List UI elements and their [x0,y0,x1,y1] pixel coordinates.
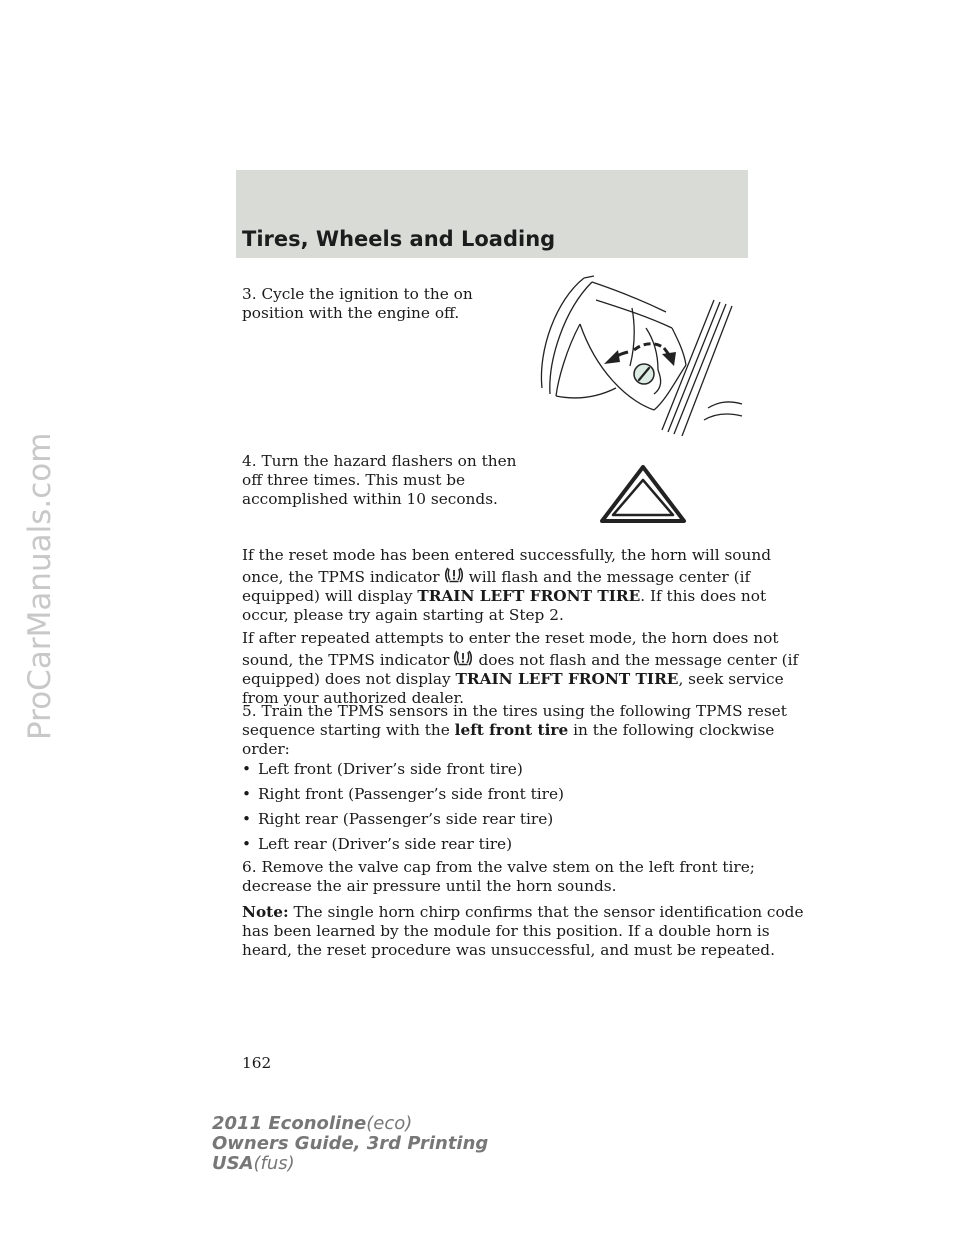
para-text: The single horn chirp confirms that the sensor identification code [288,903,804,921]
list-item-text: Right front (Passenger’s side front tire) [258,785,565,803]
tire-order-list [242,760,564,854]
para-text: sound, the TPMS indicator [242,651,450,669]
note-line: has been learned by the module for this position. If a double horn is [242,922,770,940]
list-item [242,835,564,854]
watermark-text: ProCarManuals.com [22,432,58,740]
list-item [242,810,564,829]
step-6-line: decrease the air pressure until the horn sounds. [242,877,617,895]
note-line [242,903,804,922]
step-4-line: 4. Turn the hazard flashers on then [242,452,517,470]
para-line: If after repeated attempts to enter the reset mode, the horn does not [242,629,779,647]
para-text: . If this does not [640,587,767,605]
para-line: occur, please try again starting at Step 2. [242,606,564,624]
step-5-line [242,721,787,740]
bullet-icon: • [242,760,252,778]
para-text: , seek service [678,670,784,688]
footer-line: Owners Guide, 3rd Printing [212,1133,489,1154]
step-3-line: position with the engine off. [242,304,460,322]
para-line [242,670,798,689]
list-item [242,785,564,804]
footer-line [212,1114,488,1134]
display-message: TRAIN LEFT FRONT TIRE [455,670,679,688]
para-line: If the reset mode has been entered successfully, the horn will sound [242,546,772,564]
list-item-text: Left front (Driver’s side front tire) [258,760,523,778]
footer-code: (fus) [253,1153,295,1174]
para-text: in the following clockwise [568,721,775,739]
para-text: once, the TPMS indicator [242,568,440,586]
para-text: equipped) will display [242,587,418,605]
watermark [8,330,68,750]
step-6-text [242,858,755,896]
footer-line [212,1154,488,1174]
note-line: heard, the reset procedure was unsuccessful, and must be repeated. [242,941,775,959]
footer [212,1114,488,1174]
para-line: from your authorized dealer. [242,689,464,707]
step-3-text [242,285,473,323]
step-5-line: 5. Train the TPMS sensors in the tires using the following TPMS reset [242,702,787,720]
step-3-line: 3. Cycle the ignition to the on [242,285,473,303]
note-label: Note: [242,903,289,921]
step-4-line: off three times. This must be [242,471,466,489]
list-item-text: Right rear (Passenger’s side rear tire) [258,810,554,828]
tpms-indicator-icon [453,648,473,668]
tpms-indicator-icon [444,565,464,585]
footer-code: (eco) [366,1113,413,1134]
para-text: will flash and the message center (if [468,568,751,586]
step-6-line: 6. Remove the valve cap from the valve stem on the left front tire; [242,858,755,876]
para-line [242,587,771,606]
hazard-triangle-icon [599,464,687,524]
bullet-icon: • [242,785,252,803]
reset-success-paragraph [242,546,771,625]
bullet-icon: • [242,835,252,853]
para-text: sequence starting with the [242,721,455,739]
footer-model: 2011 Econoline [212,1113,367,1134]
footer-region: USA [212,1153,254,1174]
para-text: equipped) does not display [242,670,456,688]
step-4-line: accomplished within 10 seconds. [242,490,498,508]
page-number: 162 [242,1054,272,1072]
list-item [242,760,564,779]
para-line [242,565,771,587]
para-text: does not flash and the message center (if [478,651,799,669]
ignition-illustration [536,270,746,440]
step-5-line: order: [242,740,290,758]
bullet-icon: • [242,810,252,828]
note-paragraph [242,903,804,960]
step-5-text [242,702,787,759]
list-item-text: Left rear (Driver’s side rear tire) [258,835,513,853]
emphasis-text: left front tire [454,721,569,739]
para-line [242,648,798,670]
display-message: TRAIN LEFT FRONT TIRE [417,587,641,605]
section-title: Tires, Wheels and Loading [242,227,556,251]
reset-failure-paragraph [242,629,798,708]
step-4-text [242,452,517,509]
